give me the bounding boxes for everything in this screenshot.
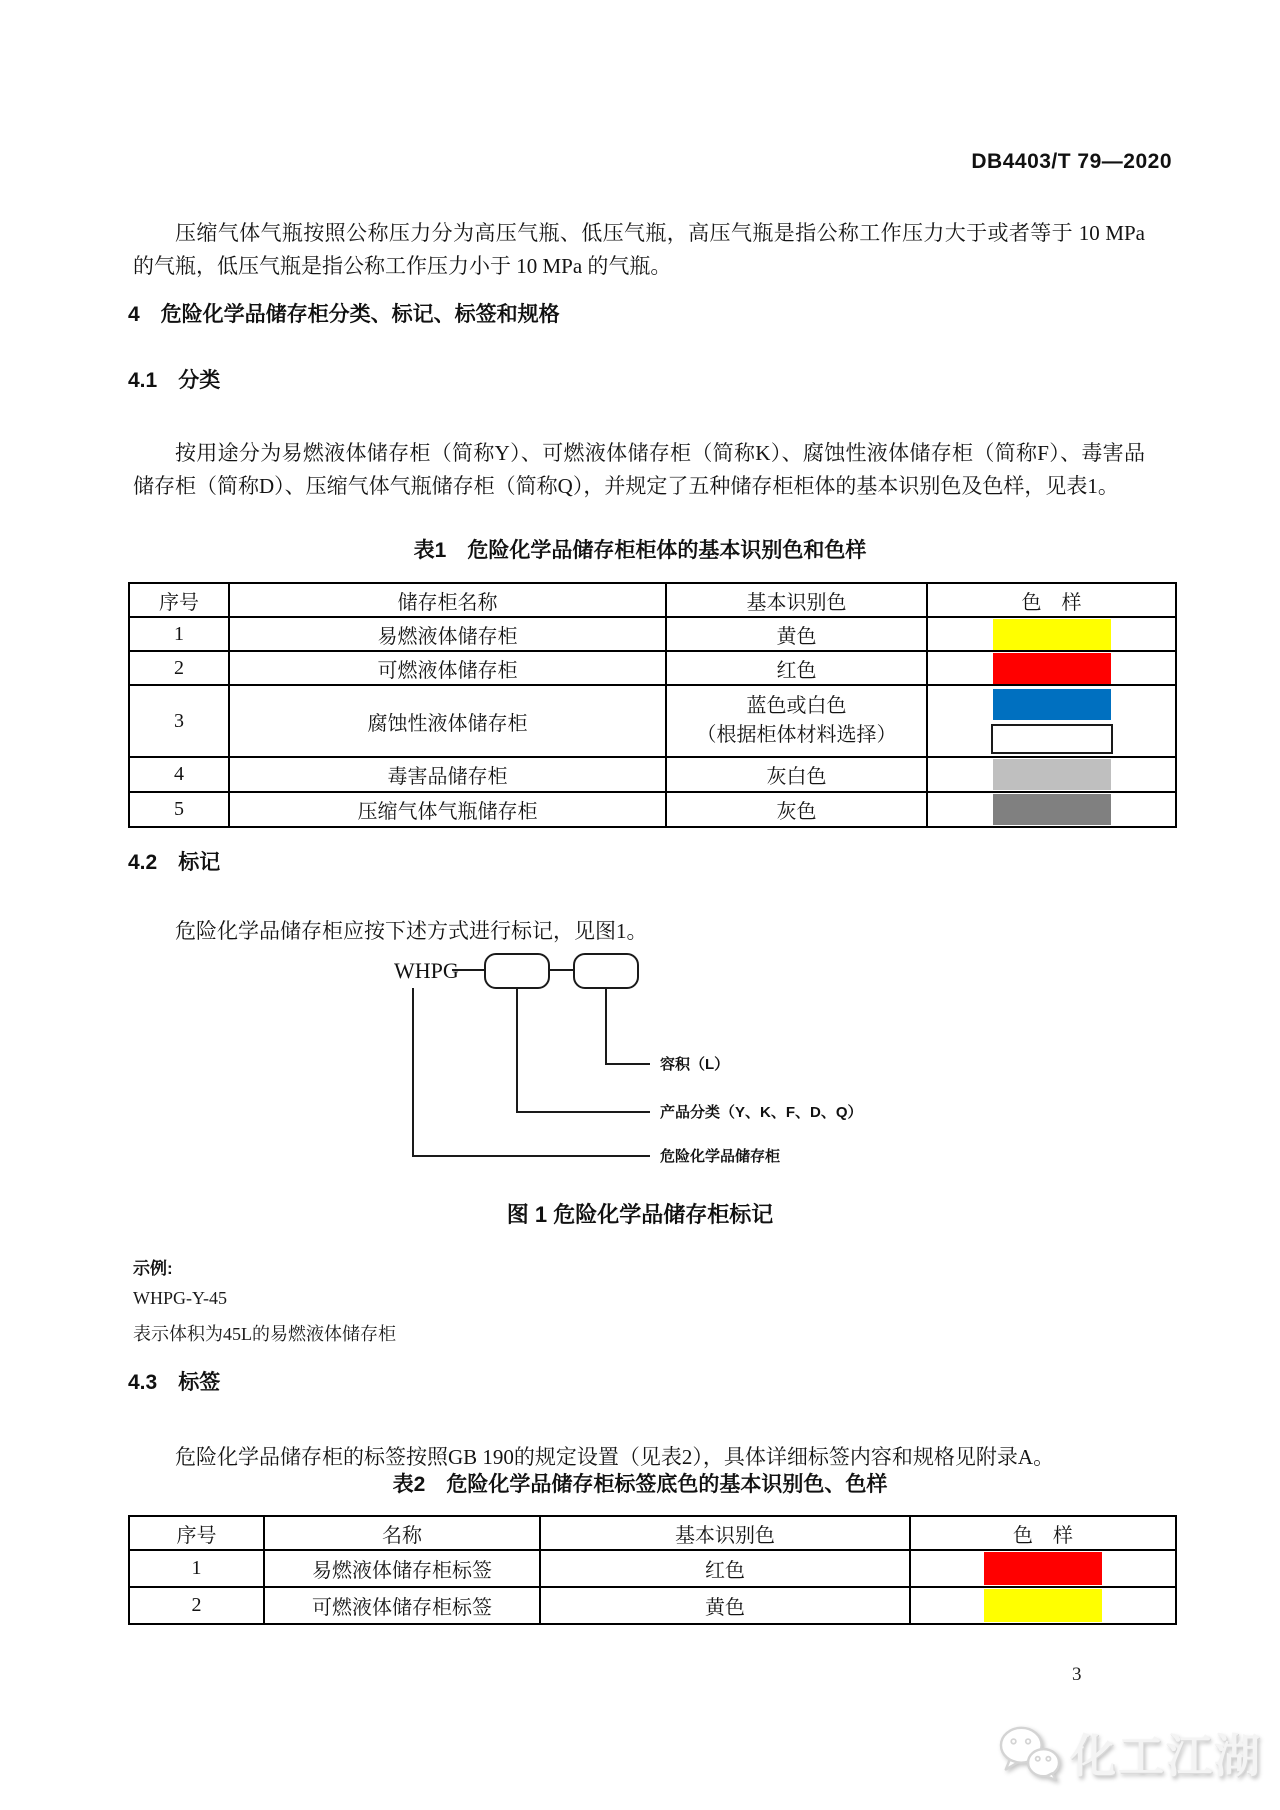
table2-header-color: 基本识别色: [540, 1516, 910, 1550]
section-4-2-paragraph: 危险化学品储存柜应按下述方式进行标记，见图1。: [175, 919, 648, 943]
color-swatch-yellow: [984, 1589, 1102, 1622]
intro-paragraph: 压缩气体气瓶按照公称压力分为高压气瓶、低压气瓶，高压气瓶是指公称工作压力大于或者等于 10 MPa 的气瓶，低压气瓶是指公称工作压力小于 10 MPa 的气瓶。: [133, 221, 1145, 278]
table1-row-5: [129, 792, 1176, 827]
cabinet-name: 毒害品储存柜: [229, 757, 666, 792]
label-name: 可燃液体储存柜标签: [264, 1587, 540, 1624]
row-no: 5: [129, 792, 229, 827]
figure-label-cabinet: 危险化学品储存柜: [660, 1148, 781, 1165]
table1-header-name: 储存柜名称: [229, 583, 666, 617]
color-swatch-blue: [993, 689, 1111, 720]
row-no: 4: [129, 757, 229, 792]
table1-header-row: [129, 583, 1176, 617]
example-label: 示例:: [133, 1259, 173, 1278]
watermark-text: 化工江湖: [1070, 1730, 1262, 1782]
color-swatch-white: [991, 724, 1113, 754]
color-name: 黄色: [666, 617, 927, 651]
cabinet-name: 可燃液体储存柜: [229, 651, 666, 685]
table2-header-no: 序号: [129, 1516, 264, 1550]
figure-box-category: [485, 954, 549, 988]
cabinet-name: 腐蚀性液体储存柜: [229, 685, 666, 757]
swatch-stack: [928, 688, 1175, 755]
sample-cell: [927, 651, 1176, 685]
color-name-line1: 蓝色或白色: [746, 695, 847, 717]
color-swatch-red: [993, 653, 1111, 684]
table2: [128, 1515, 1177, 1625]
color-name-line2: （根据柜体材料选择）: [696, 724, 897, 746]
sample-cell: [927, 617, 1176, 651]
example-description: 表示体积为45L的易燃液体储存柜: [133, 1324, 396, 1344]
figure-label-volume: 容积（L）: [660, 1056, 730, 1073]
color-swatch-lightgray: [993, 759, 1111, 790]
sample-cell: [910, 1587, 1176, 1624]
section-4-3-paragraph: 危险化学品储存柜的标签按照GB 190的规定设置（见表2），具体详细标签内容和规格见附录A。: [175, 1445, 1055, 1469]
figure1-marking-diagram: [372, 946, 1012, 1182]
table1-row-2: [129, 651, 1176, 685]
sample-cell: [927, 792, 1176, 827]
sample-cell: [927, 685, 1176, 757]
color-swatch-gray: [993, 794, 1111, 825]
table2-header-row: [129, 1516, 1176, 1550]
label-name: 易燃液体储存柜标签: [264, 1550, 540, 1587]
figure-prefix-whpg: WHPG: [394, 958, 459, 983]
color-name: 黄色: [540, 1587, 910, 1624]
table1: [128, 582, 1177, 828]
color-name: [666, 685, 927, 757]
table2-row-2: [129, 1587, 1176, 1624]
table2-header-sample: 色 样: [910, 1516, 1176, 1550]
color-name: 红色: [666, 651, 927, 685]
row-no: 3: [129, 685, 229, 757]
example-code: WHPG-Y-45: [133, 1288, 227, 1308]
section-4-1-heading: 4.1 分类: [128, 369, 221, 392]
section-4-heading: 4 危险化学品储存柜分类、标记、标签和规格: [128, 303, 560, 326]
cabinet-name: 易燃液体储存柜: [229, 617, 666, 651]
color-swatch-yellow: [993, 619, 1111, 650]
row-no: 1: [129, 1550, 264, 1587]
table1-row-3: [129, 685, 1176, 757]
section-4-1-paragraph: 按用途分为易燃液体储存柜（简称Y）、可燃液体储存柜（简称K）、腐蚀性液体储存柜（简称F）、毒害品储存柜（简称D）、压缩气体气瓶储存柜（简称Q），并规定了五种储存柜柜体的基本识别色及色样，见表1。: [133, 441, 1145, 498]
table2-row-1: [129, 1550, 1176, 1587]
wechat-logo-icon: [996, 1723, 1064, 1783]
section-4-2-heading: 4.2 标记: [128, 851, 221, 874]
color-name: 灰白色: [666, 757, 927, 792]
table1-header-no: 序号: [129, 583, 229, 617]
figure1-caption: 图 1 危险化学品储存柜标记: [506, 1202, 774, 1227]
figure-label-category: 产品分类（Y、K、F、D、Q）: [660, 1104, 863, 1121]
table1-header-sample: 色 样: [927, 583, 1176, 617]
row-no: 2: [129, 1587, 264, 1624]
table2-header-name: 名称: [264, 1516, 540, 1550]
watermark: [996, 1720, 1262, 1786]
section-4-3-heading: 4.3 标签: [128, 1371, 221, 1394]
table1-title: 表1 危险化学品储存柜柜体的基本识别色和色样: [413, 539, 867, 562]
page-number: 3: [1072, 1664, 1082, 1685]
sample-cell: [927, 757, 1176, 792]
cabinet-name: 压缩气体气瓶储存柜: [229, 792, 666, 827]
color-name: 红色: [540, 1550, 910, 1587]
figure-box-volume: [574, 954, 638, 988]
color-swatch-red: [984, 1552, 1102, 1585]
table1-header-color: 基本识别色: [666, 583, 927, 617]
table2-title: 表2 危险化学品储存柜标签底色的基本识别色、色样: [392, 1473, 888, 1496]
doc-code: DB4403/T 79—2020: [971, 150, 1172, 173]
row-no: 2: [129, 651, 229, 685]
table1-row-4: [129, 757, 1176, 792]
row-no: 1: [129, 617, 229, 651]
color-name: 灰色: [666, 792, 927, 827]
sample-cell: [910, 1550, 1176, 1587]
table1-row-1: [129, 617, 1176, 651]
